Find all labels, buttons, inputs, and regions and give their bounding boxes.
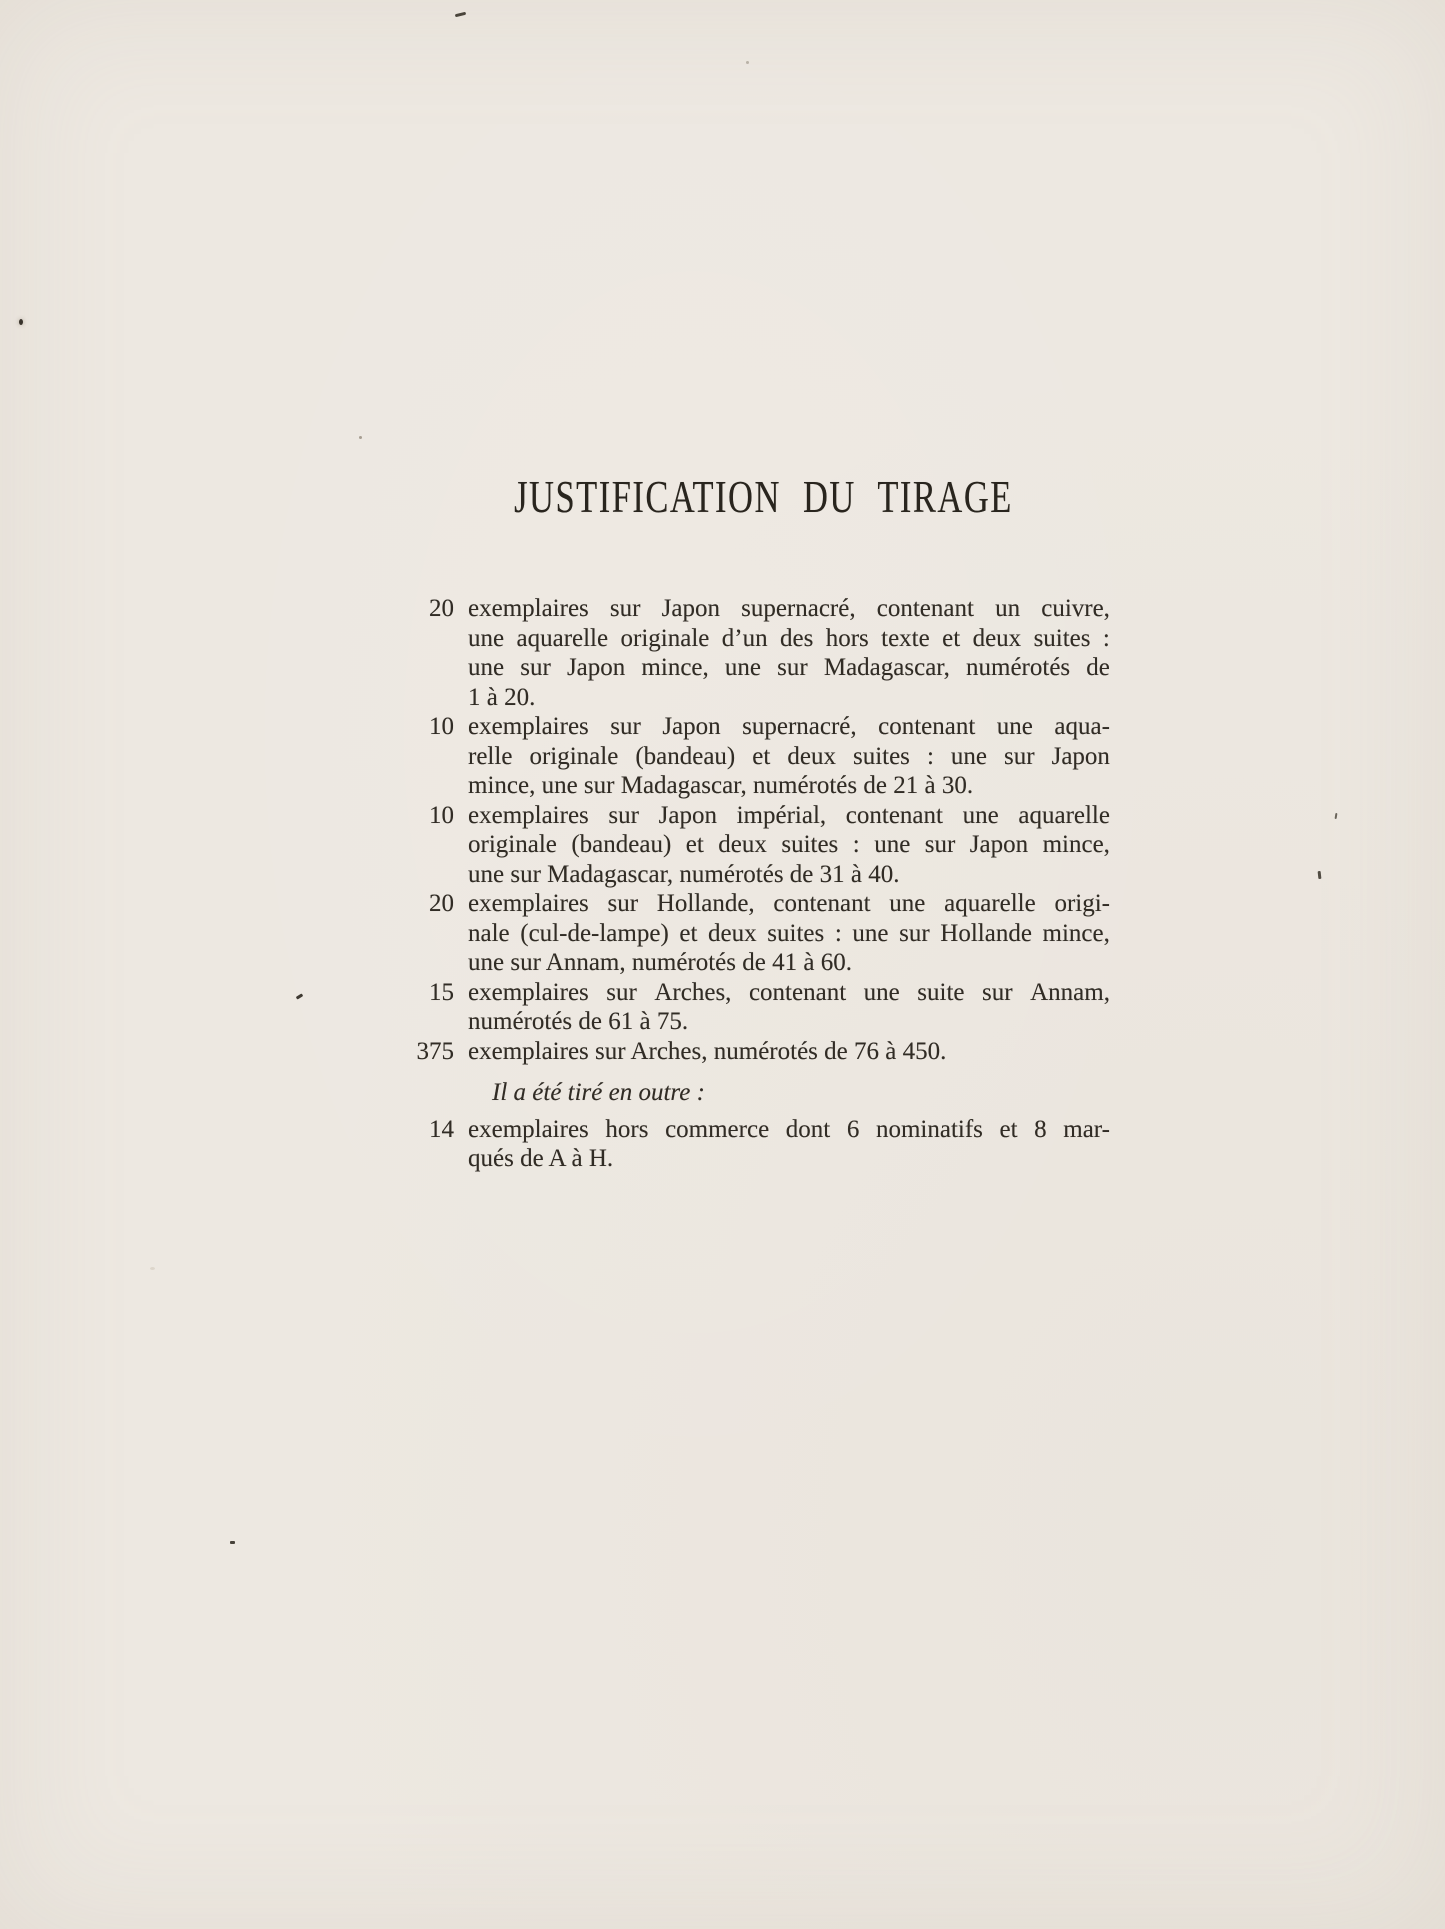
entry-text <box>468 801 1110 890</box>
entry-line: mince, une sur Madagascar, numérotés de 21 à 30. <box>468 772 974 799</box>
entry-line: une sur Japon mince, une sur Madagascar, numérotés de <box>468 654 1110 681</box>
entry-line: 1 à 20. <box>468 683 536 711</box>
entry-text <box>468 978 1110 1037</box>
limitation-entry <box>416 1115 1110 1174</box>
paper-speck <box>296 993 304 999</box>
entry-text <box>468 889 1110 978</box>
paper-speck <box>746 61 749 64</box>
entry-text <box>468 1115 1110 1174</box>
entry-count: 15 <box>429 978 454 1006</box>
entry-count: 10 <box>429 713 454 740</box>
entry-count: 375 <box>416 1037 454 1065</box>
entry-line: exemplaires sur Hollande, contenant une aquarelle origi- <box>468 890 1110 917</box>
entry-line: exemplaires hors commerce dont 6 nominatifs et 8 mar- <box>468 1115 1110 1143</box>
entry-text <box>468 1037 1110 1067</box>
paper-speck <box>230 1541 235 1544</box>
entry-line: exemplaires sur Arches, numérotés de 76 à 450. <box>468 1037 947 1065</box>
limitation-entry <box>416 1037 1110 1067</box>
entry-line: exemplaires sur Japon supernacré, contenant une aqua- <box>468 713 1110 740</box>
entry-line: qués de A à H. <box>468 1145 614 1172</box>
entry-line: une aquarelle originale d’un des hors texte et deux suites : <box>468 624 1110 652</box>
page-title-text: JUSTIFICATION DU TIRAGE <box>513 471 1013 522</box>
limitation-entry <box>416 801 1110 890</box>
paper-speck <box>1318 871 1322 879</box>
entry-text <box>468 712 1110 801</box>
limitation-entry <box>416 978 1110 1037</box>
limitation-entry <box>416 889 1110 978</box>
note-line: Il a été tiré en outre : <box>492 1079 705 1106</box>
entry-line: nale (cul-de-lampe) et deux suites : une sur Hollande mince, <box>468 919 1110 947</box>
limitation-statement <box>416 594 1110 1174</box>
entry-line: une sur Madagascar, numérotés de 31 à 40. <box>468 860 900 888</box>
entry-count: 20 <box>429 890 454 917</box>
paper-speck <box>455 12 466 18</box>
page-title <box>416 471 1110 522</box>
entry-count: 10 <box>429 801 454 829</box>
entry-line: exemplaires sur Japon supernacré, contenant un cuivre, <box>468 595 1110 622</box>
entry-line: exemplaires sur Japon impérial, contenant une aquarelle <box>468 801 1110 829</box>
limitation-entry <box>416 712 1110 801</box>
paper-speck <box>1335 813 1338 819</box>
entry-line: relle originale (bandeau) et deux suites : une sur Japon <box>468 742 1110 770</box>
paper-speck <box>19 319 23 325</box>
limitation-entry <box>416 594 1110 712</box>
entry-line: originale (bandeau) et deux suites : une sur Japon mince, <box>468 831 1110 858</box>
entry-line: numérotés de 61 à 75. <box>468 1008 689 1035</box>
entry-count: 20 <box>429 595 454 622</box>
entry-text <box>468 594 1110 712</box>
entry-count: 14 <box>429 1115 454 1143</box>
entry-line: exemplaires sur Arches, contenant une suite sur Annam, <box>468 978 1110 1006</box>
entry-line: une sur Annam, numérotés de 41 à 60. <box>468 949 852 976</box>
paper-speck <box>150 1267 155 1270</box>
paper-speck <box>359 436 362 439</box>
